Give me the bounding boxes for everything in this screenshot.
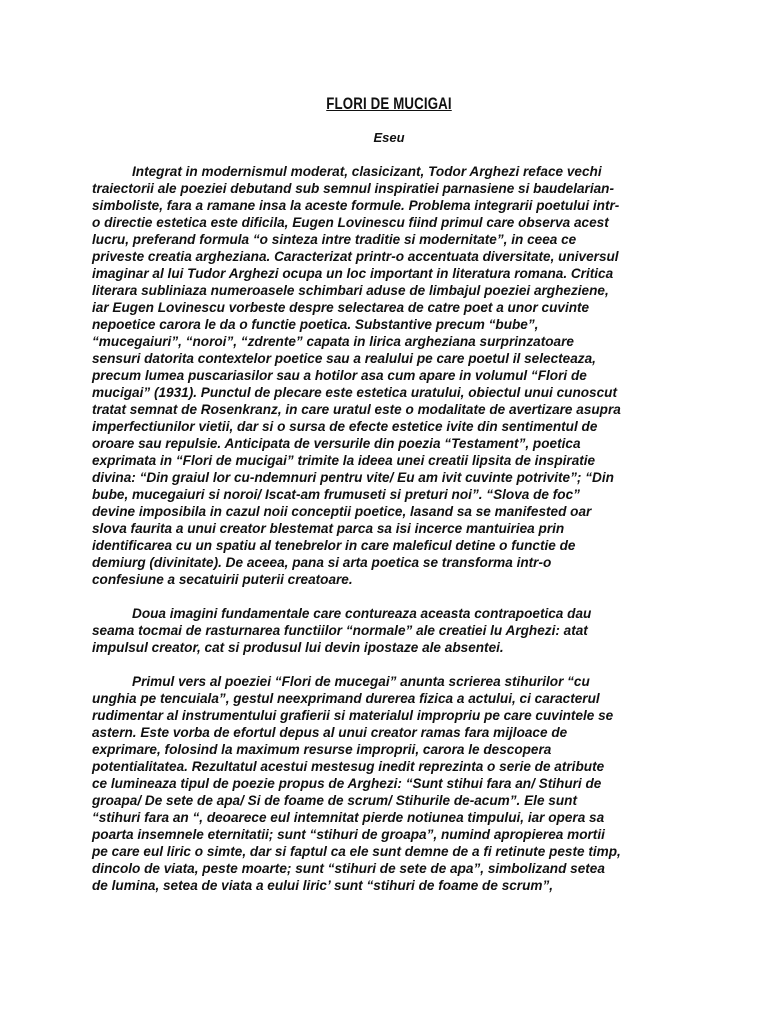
paragraph-line: imaginar al lui Tudor Arghezi ocupa un loc important in literatura romana. Critica [92,266,614,281]
paragraph-line: Primul vers al poeziei “Flori de mucegai” anunta scrierea stihurilor “cu [132,674,590,689]
paragraph-line: sensuri datorita contextelor poetice sau a realului pe care poetul il selecteaza, [92,351,596,366]
paragraph-line: tratat semnat de Rosenkranz, in care uratul este o modalitate de avertizare asupra [92,402,621,417]
paragraph-line: traiectorii ale poeziei debutand sub semnul inspiratiei parnasiene si baudelarian- [92,181,614,196]
paragraph-line: impulsul creator, cat si produsul lui devin ipostaze ale absentei. [92,640,504,655]
paragraph-line: nepoetice carora le da o functie poetica. Substantive precum “bube”, [92,317,539,332]
paragraph-line: precum lumea puscariasilor sau a hotilor asa cum apare in volumul “Flori de [92,368,587,383]
paragraph-line: literara subliniaza numeroasele schimbari aduse de limbajul poeziei argheziene, [92,283,609,298]
paragraph-line: exprimare, folosind la maximum resurse improprii, carora le descopera [92,742,552,757]
paragraph-line: iar Eugen Lovinescu vorbeste despre selectarea de catre poet a unor cuvinte [92,300,590,315]
paragraph-line: potentialitatea. Rezultatul acestui mestesug inedit reprezinta o serie de atribute [92,759,605,774]
paragraph-line: exprimata in “Flori de mucigai” trimite la ideea unei creatii lipsita de inspiratie [92,453,596,468]
body-paragraph [92,605,686,656]
paragraph-line: identificarea cu un spatiu al tenebrelor in care maleficul detine o functie de [92,538,576,553]
paragraph-line: ce lumineaza tipul de poezie propus de Arghezi: “Sunt stihui fara an/ Stihuri de [92,776,602,791]
body-paragraph [92,163,686,588]
paragraph-line: divina: “Din graiul lor cu-ndemnuri pentru vite/ Eu am ivit cuvinte potrivite”; “Din [92,470,614,485]
paragraph-line: Doua imagini fundamentale care contureaza aceasta contrapoetica dau [132,606,592,621]
paragraph-line: de lumina, setea de viata a eului liric’ sunt “stihuri de foame de scrum”, [92,878,554,893]
paragraph-line: confesiune a secatuirii puterii creatoare. [92,572,353,587]
paragraph-line: astern. Este vorba de efortul depus al unui creator ramas fara mijloace de [92,725,568,740]
document-title: FLORI DE MUCIGAI [326,94,452,113]
paragraph-line: “mucegaiuri”, “noroi”, “zdrente” capata in lirica argheziana surprinzatoare [92,334,574,349]
paragraph-line: devine imposibila in cazul noii conceptii poetice, lasand sa se manifested oar [92,504,592,519]
body-paragraph [92,673,686,894]
paragraph-line: dincolo de viata, peste moarte; sunt “stihuri de sete de apa”, simbolizand setea [92,861,605,876]
paragraph-line: demiurg (divinitate). De aceea, pana si arta poetica se transforma intr-o [92,555,552,570]
paragraph-line: bube, mucegaiuri si noroi/ Iscat-am frumuseti si preturi noi”. “Slova de foc” [92,487,580,502]
paragraph-line: oroare sau repulsie. Anticipata de versurile din poezia “Testament”, poetica [92,436,581,451]
document-body [92,163,686,894]
paragraph-line: priveste creatia argheziana. Caracterizat printr-o accentuata diversitate, universul [92,249,619,264]
paragraph-line: rudimentar al instrumentului grafierii si materialul impropriu pe care cuvintele se [92,708,614,723]
paragraph-line: pe care eul liric o simte, dar si faptul ca ele sunt demne de a fi retinute peste timp, [92,844,621,859]
paragraph-line: seama tocmai de rasturnarea functiilor “normale” ale creatiei lu Arghezi: atat [92,623,588,638]
paragraph-line: groapa/ De sete de apa/ Si de foame de scrum/ Stihurile de-acum”. Ele sunt [92,793,577,808]
paragraph-line: lucru, preferand formula “o sinteza intre traditie si modernitate”, in ceea ce [92,232,577,247]
paragraph-line: Integrat in modernismul moderat, clasicizant, Todor Arghezi reface vechi [132,164,602,179]
paragraph-line: o directie estetica este dificila, Eugen Lovinescu fiind primul care observa acest [92,215,609,230]
paragraph-line: slova faurita a unui creator blestemat parca sa isi incerce mantuiriea prin [92,521,565,536]
paragraph-line: mucigai” (1931). Punctul de plecare este estetica uratului, obiectul unui cunoscut [92,385,617,400]
paragraph-line: imperfectiunilor vietii, dar si o sursa de efecte estetice ivite din sentimentul de [92,419,598,434]
paragraph-line: “stihuri fara an “, deoarece eul intemnitat pierde notiunea timpului, iar opera sa [92,810,605,825]
paragraph-line: poarta insemnele eternitatii; sunt “stihuri de groapa”, numind apropierea mortii [92,827,605,842]
paragraph-line: unghia pe tencuiala”, gestul neexprimand durerea fizica a actului, ci caracterul [92,691,600,706]
document-subtitle: Eseu [373,130,405,145]
paragraph-line: simboliste, fara a ramane insa la aceste formule. Problema integrarii poetului intr- [92,198,620,213]
